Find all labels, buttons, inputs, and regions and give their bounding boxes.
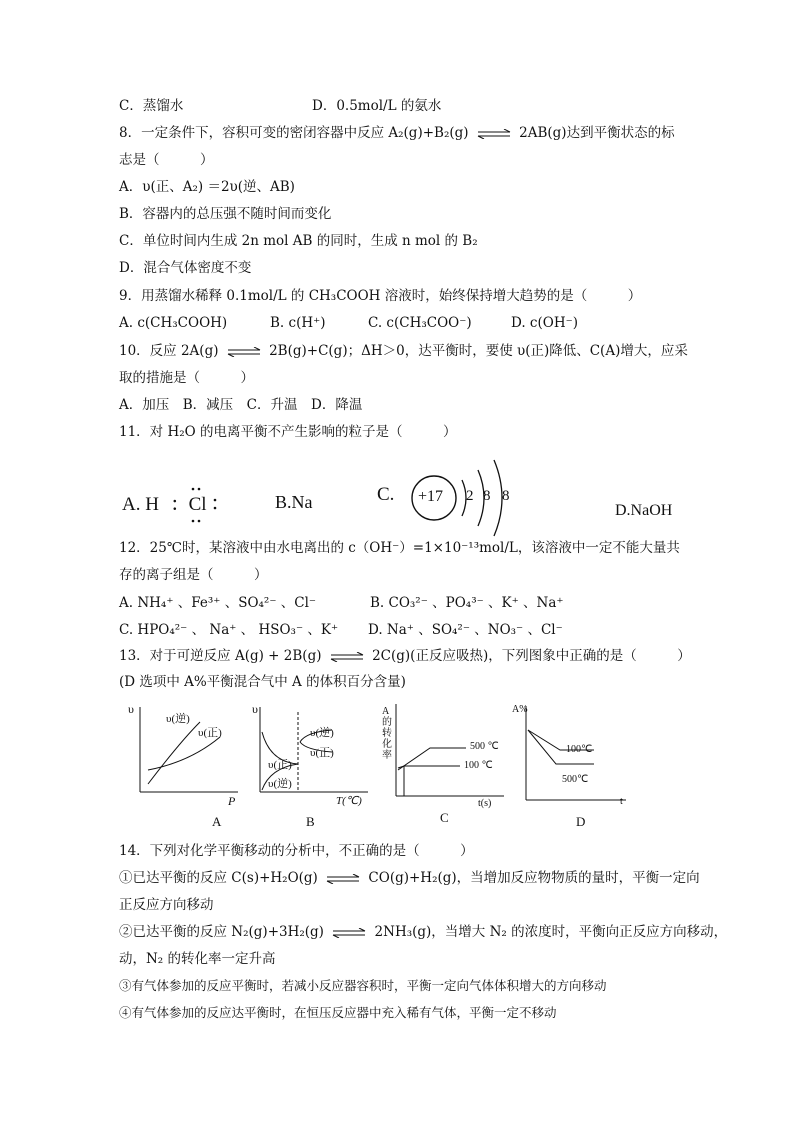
q14-stem: 14．下列对化学平衡移动的分析中，不正确的是（ ） xyxy=(119,843,474,859)
q13-stem-line1 xyxy=(119,646,691,666)
nucleus-charge: +17 xyxy=(418,488,444,505)
q13-graph-b xyxy=(248,702,378,832)
q13-graph-a xyxy=(120,702,250,832)
q8-stem-line2: 志是（ ） xyxy=(119,152,214,168)
graph-b-rev-label-left: υ(逆) xyxy=(268,778,292,790)
q11-option-a xyxy=(122,490,207,516)
q8-option-d: D．混合气体密度不变 xyxy=(119,260,252,276)
graph-a-curve-reverse xyxy=(148,722,200,784)
graph-c-line-500 xyxy=(398,748,466,770)
graph-d-ylabel: A% xyxy=(512,704,528,715)
graph-b-ylabel: υ xyxy=(252,702,258,716)
equilibrium-arrow-icon xyxy=(332,928,366,938)
q12-option-d: D. Na⁺ 、SO₄²⁻ 、NO₃⁻ 、Cl⁻ xyxy=(368,622,563,638)
graph-a-fwd-label: υ(正) xyxy=(198,727,222,739)
chloride-electron-dot-structure xyxy=(189,494,207,516)
q12-option-c: C. HPO₄²⁻ 、 Na⁺ 、 HSO₃⁻ 、K⁺ xyxy=(119,622,339,638)
q10-stem-line1 xyxy=(119,341,688,361)
q10-stem-line2: 取的措施是（ ） xyxy=(119,370,254,386)
q11-option-d: D.NaOH xyxy=(615,502,673,519)
q11-option-c-prefix: C. xyxy=(377,484,395,505)
q14-s1-part2: CO(g)+H₂(g)，当增加反应物物质的量时，平衡一定向 xyxy=(368,870,700,886)
q14-statement-4: ④有气体参加的反应达平衡时，在恒压反应器中充入稀有气体，平衡一定不移动 xyxy=(119,1005,557,1020)
graph-c-caption: C xyxy=(440,810,449,825)
q10-stem-part2: 2B(g)+C(g)；ΔH＞0，达平衡时，要使 υ(正)降低、C(A)增大，应采 xyxy=(269,343,688,359)
graph-a-curve-forward xyxy=(148,737,220,770)
q14-statement-2-line2: 动，N₂ 的转化率一定升高 xyxy=(119,951,276,967)
q13-stem-part1: 13．对于可逆反应 A(g) + 2B(g) xyxy=(119,648,322,664)
q12-option-b: B. CO₃²⁻ 、PO₄³⁻ 、K⁺ 、Na⁺ xyxy=(370,595,564,611)
q12-stem-line1: 12．25℃时，某溶液中由水电离出的 c（OH⁻）=1×10⁻¹³mol/L，该溶液中一定不能大量共 xyxy=(119,540,680,556)
graph-b-fwd-label-left: υ(正) xyxy=(268,759,292,771)
graph-b-xlabel: T(℃) xyxy=(336,795,362,807)
graph-a-xlabel: P xyxy=(228,794,236,808)
q14-statement-1-line1 xyxy=(119,868,700,888)
q12-stem-line2: 存的离子组是（ ） xyxy=(119,567,268,583)
graph-c-xlabel: t(s) xyxy=(478,798,492,809)
graph-b-fwd-label-right: υ(正) xyxy=(310,747,334,759)
graph-b-caption: B xyxy=(306,814,315,829)
bond-pair-dots: : xyxy=(171,490,178,515)
graph-a-caption: A xyxy=(212,814,222,829)
lone-pair-dots-icon xyxy=(185,486,225,526)
q7-option-c: C．蒸馏水 xyxy=(119,98,184,114)
q14-statement-3: ③有气体参加的反应平衡时，若减小反应器容积时，平衡一定向气体体积增大的方向移动 xyxy=(119,978,607,993)
electron-shell-3 xyxy=(494,460,502,536)
q9-stem: 9．用蒸馏水稀释 0.1mol/L 的 CH₃COOH 溶液时，始终保持增大趋势的是（ ） xyxy=(119,288,642,304)
q8-option-c: C．单位时间内生成 2n mol AB 的同时，生成 n mol 的 B₂ xyxy=(119,233,478,249)
q14-s2-part2: 2NH₃(g)，当增大 N₂ 的浓度时，平衡向正反应方向移动， xyxy=(374,924,728,940)
graph-d-xlabel: t xyxy=(620,796,623,807)
q10-stem-part1: 10．反应 2A(g) xyxy=(119,343,219,359)
q13-graph-c xyxy=(380,700,510,832)
q9-option-c: C. c(CH₃COO⁻) xyxy=(368,315,472,331)
graph-a-rev-label: υ(逆) xyxy=(166,713,190,725)
graph-b-rev-label-right: υ(逆) xyxy=(310,727,334,739)
q14-statement-1-line2: 正反应方向移动 xyxy=(119,897,214,913)
q14-s1-part1: ①已达平衡的反应 C(s)+H₂O(g) xyxy=(119,870,318,886)
q13-stem-line2: (D 选项中 A%平衡混合气中 A 的体积百分含量) xyxy=(119,674,406,690)
graph-d-label-100: 100℃ xyxy=(566,744,593,755)
graph-c-ylabel: A的转化率 xyxy=(382,706,392,761)
shell-count-2: 8 xyxy=(483,488,491,504)
graph-a-ylabel: υ xyxy=(128,702,134,716)
q11-stem: 11．对 H₂O 的电离平衡不产生影响的粒子是（ ） xyxy=(119,424,457,440)
q11-option-a-prefix: A. H xyxy=(122,494,159,515)
chlorine-symbol: Cl xyxy=(188,494,207,515)
q10-options: A．加压 B．减压 C．升温 D．降温 xyxy=(119,397,363,413)
q13-stem-part2: 2C(g)(正反应吸热)，下列图象中正确的是（ ） xyxy=(372,648,691,664)
q14-statement-2-line1 xyxy=(119,922,727,942)
equilibrium-arrow-icon xyxy=(477,129,511,139)
q13-graph-d xyxy=(510,702,640,832)
q8-option-a: A．υ(正、A₂) ＝2υ(逆、AB) xyxy=(119,179,295,195)
q8-stem-part1: 8．一定条件下，容积可变的密闭容器中反应 A₂(g)+B₂(g) xyxy=(119,125,469,141)
q9-option-a: A. c(CH₃COOH) xyxy=(119,315,228,331)
q7-option-d: D．0.5mol/L 的氨水 xyxy=(312,98,442,114)
shell-count-3: 8 xyxy=(502,488,510,504)
q11-option-b: B.Na xyxy=(275,492,313,512)
q9-option-b: B. c(H⁺) xyxy=(270,315,326,331)
q14-s2-part1: ②已达平衡的反应 N₂(g)+3H₂(g) xyxy=(119,924,324,940)
q8-stem-line1 xyxy=(119,123,675,143)
graph-d-label-500: 500℃ xyxy=(562,774,589,785)
shell-count-1: 2 xyxy=(466,488,474,504)
q8-option-b: B．容器内的总压强不随时间而变化 xyxy=(119,206,332,222)
equilibrium-arrow-icon xyxy=(227,347,261,357)
equilibrium-arrow-icon xyxy=(326,874,360,884)
graph-c-label-100: 100 ℃ xyxy=(464,760,493,771)
graph-c-line-100 xyxy=(398,766,460,768)
equilibrium-arrow-icon xyxy=(330,652,364,662)
q12-option-a: A. NH₄⁺ 、Fe³⁺ 、SO₄²⁻ 、Cl⁻ xyxy=(119,595,317,611)
q8-stem-part2: 2AB(g)达到平衡状态的标 xyxy=(519,125,675,141)
graph-c-label-500: 500 ℃ xyxy=(470,741,499,752)
q9-option-d: D. c(OH⁻) xyxy=(511,315,578,331)
graph-d-caption: D xyxy=(576,814,586,829)
